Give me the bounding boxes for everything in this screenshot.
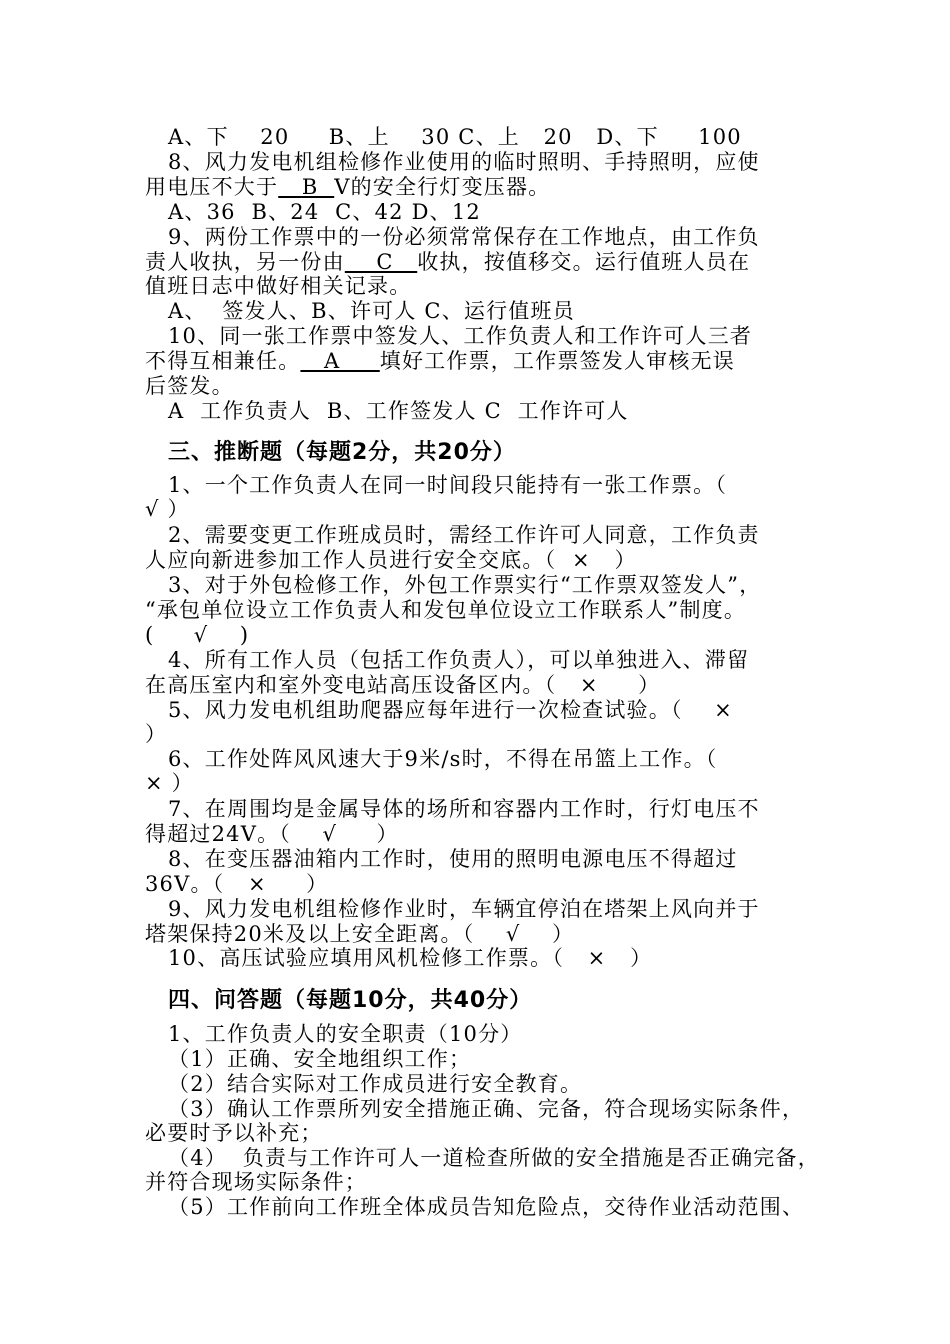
judge-7-line-2: 得超过24V。（ √ ） (145, 822, 399, 846)
judge-10-line-1: 10、高压试验应填用风机检修工作票。（ × ） (168, 946, 653, 970)
judge-8-line-1: 8、在变压器油箱内工作时，使用的照明电源电压不得超过 (168, 847, 738, 871)
section-heading-qa: 四、问答题（每题10分，共40分） (168, 988, 533, 1013)
question-10-line-2 (145, 349, 735, 373)
text-segment: 填好工作票，工作票签发人审核无误 (379, 349, 735, 373)
qa-1-item-5-line-1: （5）工作前向工作班全体成员告知危险点，交待作业活动范围、 (168, 1195, 805, 1219)
judge-7-line-1: 7、在周围均是金属导体的场所和容器内工作时，行灯电压不 (168, 797, 760, 821)
section-heading-judgement: 三、推断题（每题2分，共20分） (168, 440, 516, 465)
text-segment: 责人收执，另一份由 (145, 250, 345, 274)
question-9-line-1: 9、两份工作票中的一份必须常常保存在工作地点，由工作负 (168, 225, 760, 249)
qa-1-title: 1、工作负责人的安全职责（10分） (168, 1022, 523, 1046)
qa-1-item-3-line-2: 必要时予以补充； (145, 1121, 323, 1145)
judge-5-line-1: 5、风力发电机组助爬器应每年进行一次检查试验。（ × (168, 698, 733, 722)
judge-4-line-1: 4、所有工作人员（包括工作负责人），可以单独进入、滞留 (168, 648, 750, 672)
judge-2-line-1: 2、需要变更工作班成员时，需经工作许可人同意，工作负责 (168, 523, 760, 547)
question-8-line-2 (145, 175, 550, 199)
qa-1-item-4-line-1: （4） 负责与工作许可人一道检查所做的安全措施是否正确完备， (168, 1146, 820, 1170)
qa-1-item-2: （2）结合实际对工作成员进行安全教育。 (168, 1072, 583, 1096)
judge-3-line-1: 3、对于外包检修工作，外包工作票实行“工作票双签发人”， (168, 573, 762, 597)
judge-6-line-1: 6、工作处阵风风速大于9米/s时，不得在吊篮上工作。（ (168, 747, 718, 771)
judge-2-line-2: 人应向新进参加工作人员进行安全交底。（ × ） (145, 548, 637, 572)
judge-8-line-2: 36V。（ × ） (145, 872, 329, 896)
question-9-line-2 (145, 250, 750, 274)
judge-3-line-2: “承包单位设立工作负责人和发包单位设立工作联系人”制度。 (145, 598, 747, 622)
qa-1-item-1: （1）正确、安全地组织工作； (168, 1047, 472, 1071)
judge-6-line-2: × ） (145, 771, 194, 795)
question-10-line-1: 10、同一张工作票中签发人、工作负责人和工作许可人三者 (168, 324, 753, 348)
judge-5-line-2: ） (145, 722, 168, 746)
question-8-line-1: 8、风力发电机组检修作业使用的临时照明、手持照明，应使 (168, 150, 760, 174)
question-10-line-3: 后签发。 (145, 374, 234, 398)
answer-blank: B (278, 175, 335, 199)
judge-1-line-1: 1、一个工作负责人在同一时间段只能持有一张工作票。（ (168, 473, 728, 497)
judge-9-line-2: 塔架保持20米及以上安全距离。（ √ ） (145, 922, 575, 946)
answer-blank: C (344, 250, 418, 274)
text-segment: V的安全行灯变压器。 (334, 175, 551, 199)
options-line-7: A、下 20 B、上 30 C、上 20 D、下 100 (168, 125, 742, 149)
question-9-line-3: 值班日志中做好相关记录。 (145, 274, 412, 298)
judge-1-line-2: √ ） (145, 497, 190, 521)
judge-9-line-1: 9、风力发电机组检修作业时，车辆宜停泊在塔架上风向并于 (168, 897, 760, 921)
options-line-8: A、36 B、24 C、42 D、12 (168, 200, 481, 224)
text-segment: 用电压不大于 (145, 175, 279, 199)
options-line-9: A、 签发人、B、许可人 C、运行值班员 (168, 299, 575, 323)
answer-blank: A (300, 349, 380, 373)
qa-1-item-4-line-2: 并符合现场实际条件； (145, 1170, 367, 1194)
options-line-10: A 工作负责人 B、工作签发人 C 工作许可人 (168, 399, 629, 423)
text-segment: 收执，按值移交。运行值班人员在 (417, 250, 751, 274)
judge-4-line-2: 在高压室内和室外变电站高压设备区内。（ × ） (145, 673, 661, 697)
text-segment: 不得互相兼任。 (145, 349, 301, 373)
judge-3-line-3: ( √ ) (145, 623, 250, 647)
qa-1-item-3-line-1: （3）确认工作票所列安全措施正确、完备，符合现场实际条件， (168, 1097, 805, 1121)
